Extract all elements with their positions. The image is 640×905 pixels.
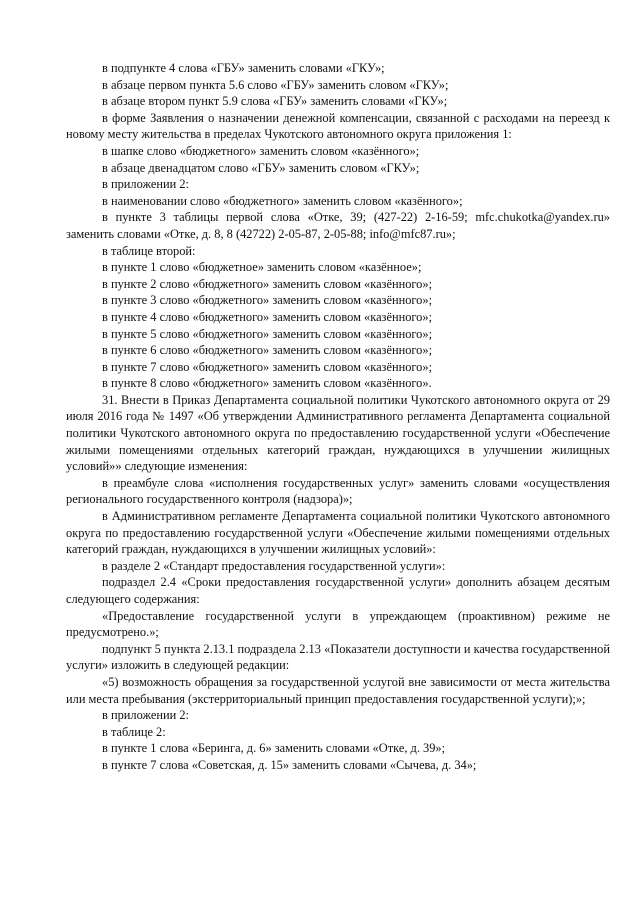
paragraph: в форме Заявления о назначении денежной компенсации, связанной с расходами на переезд к новому месту жительства в пределах Чукотского автономного округа приложения 1: bbox=[66, 110, 610, 142]
paragraph: в приложении 2: bbox=[102, 708, 190, 723]
paragraph: в таблице второй: bbox=[102, 243, 196, 258]
paragraph: в пункте 6 слово «бюджетного» заменить словом «казённого»; bbox=[102, 343, 433, 358]
paragraph: в пункте 5 слово «бюджетного» заменить словом «казённого»; bbox=[102, 326, 433, 341]
paragraph-section-31: 31. Внести в Приказ Департамента социальной политики Чукотского автономного округа от 29 июля 2016 года № 1497 «Об утверждении Административного регламента Департамента социальной политики Чукотского автономного округа по предоставлению государственной услуги «Обеспечение жилыми помещениями отдельных категорий граждан, нуждающихся в улучшении жилищных условий»» следующие изменения: bbox=[66, 392, 610, 474]
paragraph: в пункте 7 слова «Советская, д. 15» заменить словами «Сычева, д. 34»; bbox=[102, 757, 477, 772]
paragraph: в пункте 2 слово «бюджетного» заменить словом «казённого»; bbox=[102, 276, 433, 291]
paragraph: в пункте 7 слово «бюджетного» заменить словом «казённого»; bbox=[102, 359, 433, 374]
paragraph: «5) возможность обращения за государственной услугой вне зависимости от места жительства или места пребывания (экстерриториальный принцип предоставления государственной услуги);»; bbox=[66, 674, 610, 706]
paragraph: подпункт 5 пункта 2.13.1 подраздела 2.13 «Показатели доступности и качества государственной услуги» изложить в следующей редакции: bbox=[66, 641, 610, 673]
paragraph: в абзаце втором пункт 5.9 слова «ГБУ» заменить словами «ГКУ»; bbox=[102, 94, 448, 109]
paragraph: в таблице 2: bbox=[102, 724, 166, 739]
paragraph: в шапке слово «бюджетного» заменить словом «казённого»; bbox=[102, 143, 420, 158]
paragraph: в пункте 8 слово «бюджетного» заменить словом «казённого». bbox=[102, 376, 432, 391]
paragraph: в Административном регламенте Департамента социальной политики Чукотского автономного округа по предоставлению государственной услуги «Обеспечение жилыми помещениями отдельных категорий граждан, нуждающихся в улучшении жилищных условий»: bbox=[66, 509, 610, 557]
paragraph: «Предоставление государственной услуги в упреждающем (проактивном) режиме не предусмотрено.»; bbox=[66, 608, 610, 640]
paragraph: в абзаце первом пункта 5.6 слово «ГБУ» заменить словом «ГКУ»; bbox=[102, 77, 449, 92]
paragraph: в пункте 1 слово «бюджетное» заменить словом «казённое»; bbox=[102, 260, 422, 275]
paragraph: в подпункте 4 слова «ГБУ» заменить словами «ГКУ»; bbox=[102, 61, 385, 75]
paragraph: в пункте 4 слово «бюджетного» заменить словом «казённого»; bbox=[102, 309, 433, 324]
paragraph: в абзаце двенадцатом слово «ГБУ» заменить словом «ГКУ»; bbox=[102, 160, 420, 175]
paragraph: в преамбуле слова «исполнения государственных услуг» заменить словами «осуществления регионального государственного контроля (надзора)»; bbox=[66, 475, 610, 507]
paragraph: в пункте 1 слова «Беринга, д. 6» заменить словами «Отке, д. 39»; bbox=[102, 741, 446, 756]
paragraph: в разделе 2 «Стандарт предоставления государственной услуги»: bbox=[102, 558, 446, 573]
document-body bbox=[66, 60, 610, 774]
paragraph: в приложении 2: bbox=[102, 177, 190, 192]
paragraph: в пункте 3 таблицы первой слова «Отке, 39; (427-22) 2-16-59; mfc.chukotka@yandex.ru» заменить словами «Отке, д. 8, 8 (42722) 2-05-87, 2-05-88; info@mfc87.ru»; bbox=[66, 210, 610, 241]
paragraph: в наименовании слово «бюджетного» заменить словом «казённого»; bbox=[102, 193, 463, 208]
paragraph: подраздел 2.4 «Сроки предоставления государственной услуги» дополнить абзацем десятым следующего содержания: bbox=[66, 575, 610, 606]
paragraph: в пункте 3 слово «бюджетного» заменить словом «казённого»; bbox=[102, 293, 433, 308]
